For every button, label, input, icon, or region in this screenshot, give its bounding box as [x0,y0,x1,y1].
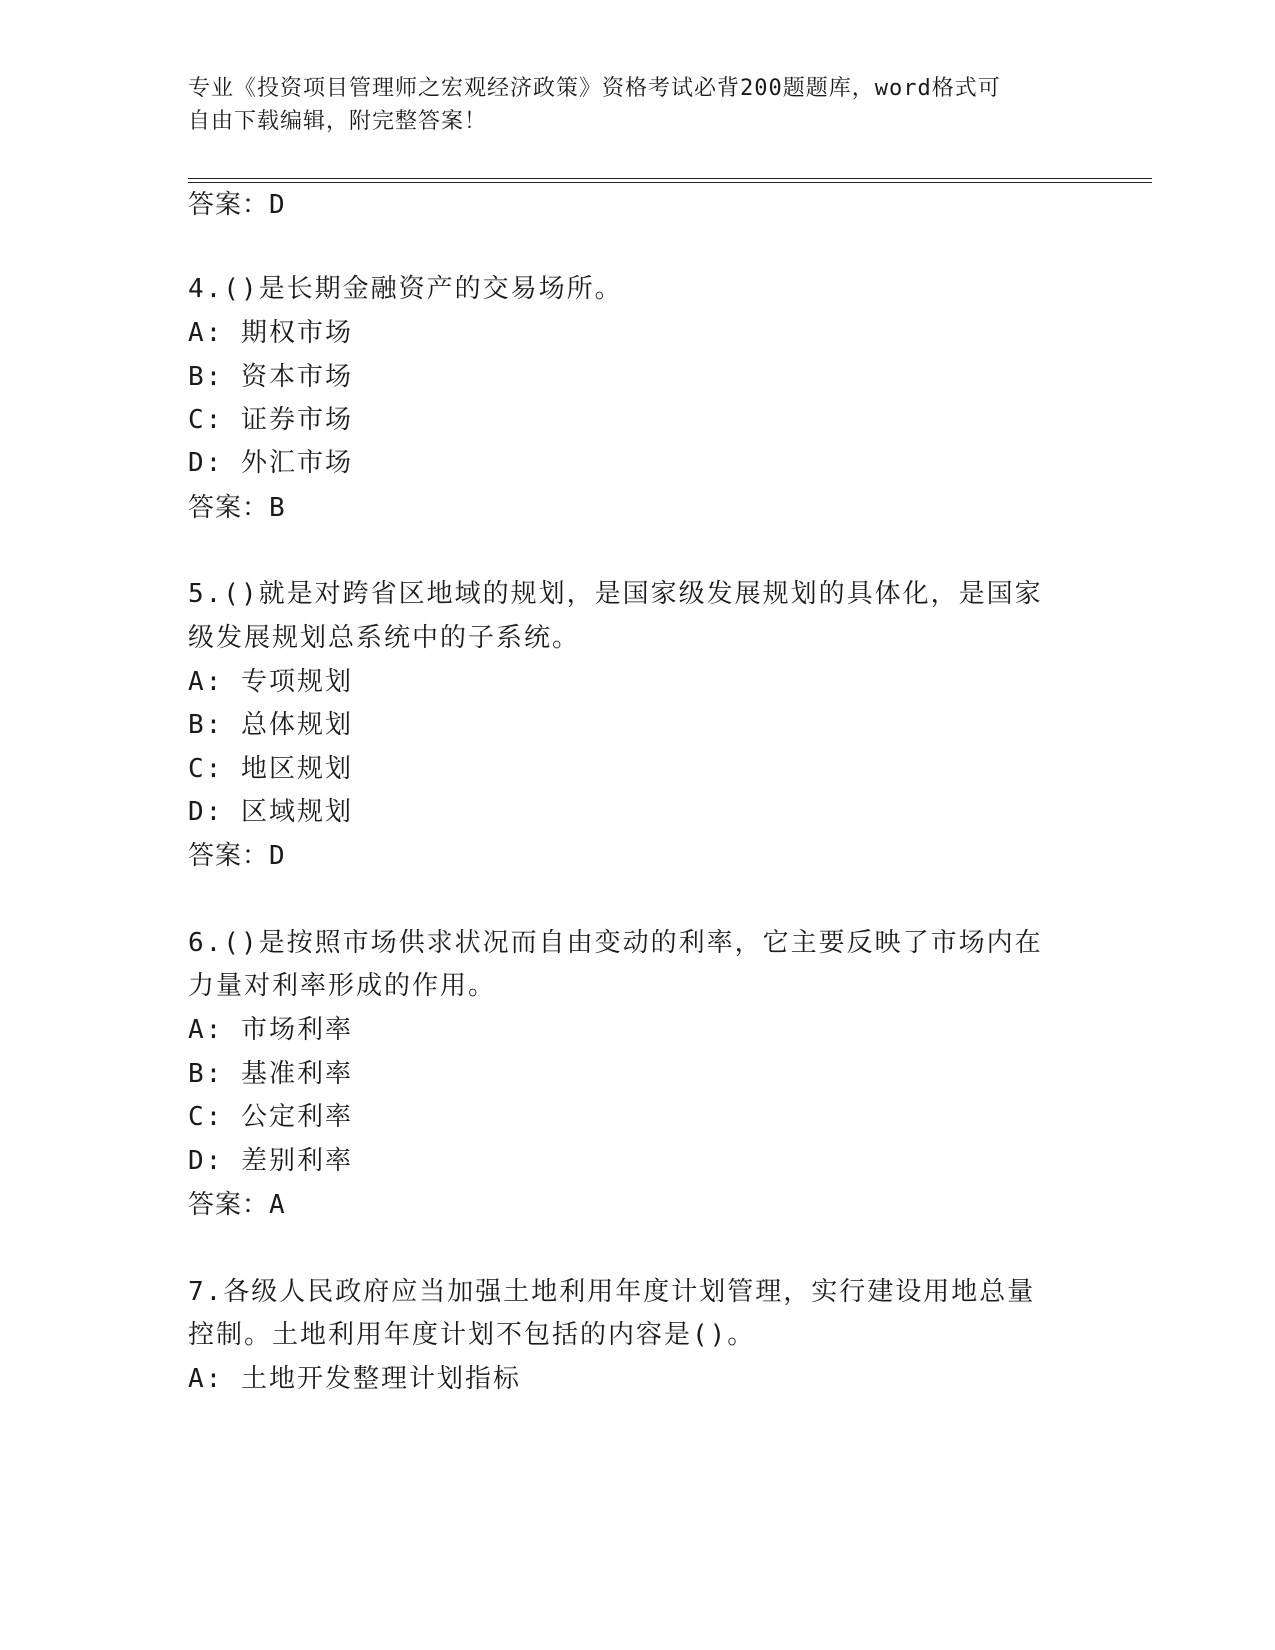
question-stem: 力量对利率形成的作用。 [188,971,497,1001]
question-option: A: 土地开发整理计划指标 [188,1364,521,1394]
question-option: B: 基准利率 [188,1059,353,1089]
question-stem: 6.()是按照市场供求状况而自由变动的利率，它主要反映了市场内在 [188,928,1043,958]
answer-label: 答案： [188,190,270,220]
question-stem: 7.各级人民政府应当加强土地利用年度计划管理，实行建设用地总量 [188,1277,1036,1307]
question-option: C: 公定利率 [188,1102,353,1132]
question-option: B: 总体规划 [188,710,353,740]
answer-label: 答案： [188,841,270,871]
question-option: A: 专项规划 [188,667,353,697]
answer-value: D [269,841,286,871]
answer-line [188,1183,1088,1228]
question-option: C: 地区规划 [188,754,353,784]
question-stem: 级发展规划总系统中的子系统。 [188,623,581,653]
answer-line [188,834,1088,879]
answer-line [188,183,1088,228]
document-header [188,72,1068,138]
question-stem: 4.()是长期金融资产的交易场所。 [188,274,623,304]
question-option: A: 期权市场 [188,318,353,348]
question-option: C: 证券市场 [188,405,353,435]
question-option: D: 差别利率 [188,1146,353,1176]
question-stem: 5.()就是对跨省区地域的规划，是国家级发展规划的具体化，是国家 [188,579,1043,609]
question-option: A: 市场利率 [188,1015,353,1045]
question-option: B: 资本市场 [188,362,353,392]
answer-value: D [269,190,286,220]
header-line-1: 专业《投资项目管理师之宏观经济政策》资格考试必背200题题库，word格式可 [188,76,1001,101]
answer-label: 答案： [188,493,270,523]
question-option: D: 区域规划 [188,797,353,827]
answer-line [188,486,1088,531]
question-stem: 控制。土地利用年度计划不包括的内容是()。 [188,1320,756,1350]
answer-value: B [269,493,286,523]
header-divider-top [188,178,1152,179]
answer-value: A [269,1190,286,1220]
answer-label: 答案： [188,1190,270,1220]
question-option: D: 外汇市场 [188,448,353,478]
header-line-2: 自由下载编辑，附完整答案！ [188,109,488,134]
